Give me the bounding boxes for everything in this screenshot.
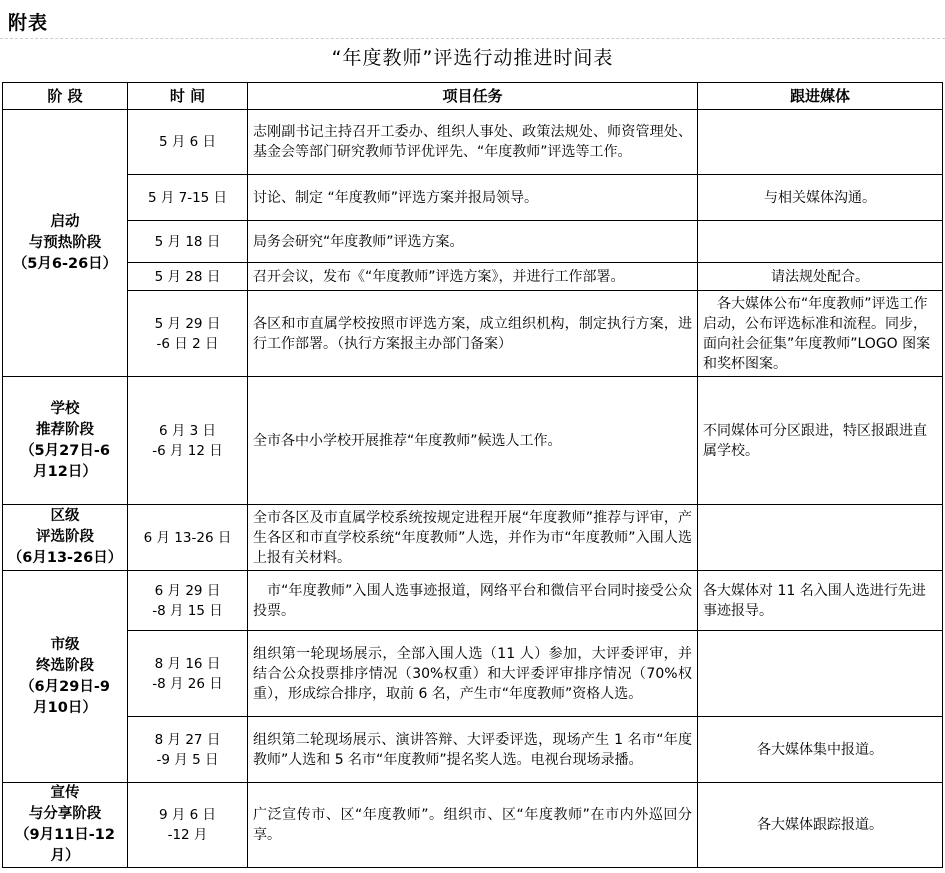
header-time: 时 间	[128, 83, 248, 110]
media-cell: 各大媒体跟踪报道。	[698, 783, 943, 868]
task-cell: 全市各中小学校开展推荐“年度教师”候选人工作。	[248, 377, 698, 505]
table-row	[3, 110, 943, 175]
time-cell: 5 月 28 日	[128, 263, 248, 291]
stage-cell: 宣传 与分享阶段 （9月11日-12 月）	[3, 783, 128, 868]
task-cell: 召开会议，发布《“年度教师”评选方案》，并进行工作部署。	[248, 263, 698, 291]
table-row	[3, 221, 943, 263]
stage-cell: 启动 与预热阶段 （5月6-26日）	[3, 110, 128, 377]
table-row	[3, 291, 943, 377]
table-title: “年度教师”评选行动推进时间表	[331, 47, 614, 69]
header-task: 项目任务	[248, 83, 698, 110]
media-cell	[698, 221, 943, 263]
table-row	[3, 631, 943, 717]
task-cell: 组织第二轮现场展示、演讲答辩、大评委评选，现场产生 1 名市“年度教师”人选和 5 名市“年度教师”提名奖人选。电视台现场录播。	[248, 717, 698, 783]
table-row	[3, 263, 943, 291]
media-cell	[698, 631, 943, 717]
table-header-row	[3, 83, 943, 110]
time-cell: 6 月 29 日 -8 月 15 日	[128, 571, 248, 631]
time-cell: 5 月 18 日	[128, 221, 248, 263]
time-cell: 5 月 7-15 日	[128, 175, 248, 221]
task-cell: 市“年度教师”入围人选事迹报道，网络平台和微信平台同时接受公众投票。	[248, 571, 698, 631]
media-cell: 各大媒体公布“年度教师”评选工作启动，公布评选标准和流程。同步，面向社会征集”年度教师”LOGO 图案和奖杯图案。	[698, 291, 943, 377]
time-cell: 6 月 13-26 日	[128, 505, 248, 571]
stage-cell: 区级 评选阶段 （6月13-26日）	[3, 505, 128, 571]
table-row	[3, 377, 943, 505]
task-cell: 各区和市直属学校按照市评选方案，成立组织机构，制定执行方案，进行工作部署。（执行方案报主办部门备案）	[248, 291, 698, 377]
header-stage: 阶 段	[3, 83, 128, 110]
table-row	[3, 783, 943, 868]
stage-cell: 市级 终选阶段 （6月29日-9 月10日）	[3, 571, 128, 783]
media-cell: 请法规处配合。	[698, 263, 943, 291]
time-cell: 8 月 27 日 -9 月 5 日	[128, 717, 248, 783]
time-cell: 8 月 16 日 -8 月 26 日	[128, 631, 248, 717]
time-cell: 5 月 6 日	[128, 110, 248, 175]
task-cell: 广泛宣传市、区“年度教师”。组织市、区“年度教师”在市内外巡回分享。	[248, 783, 698, 868]
time-cell: 6 月 3 日 -6 月 12 日	[128, 377, 248, 505]
table-row	[3, 175, 943, 221]
time-cell: 5 月 29 日 -6 日 2 日	[128, 291, 248, 377]
media-cell: 各大媒体集中报道。	[698, 717, 943, 783]
task-cell: 全市各区及市直属学校系统按规定进程开展“年度教师”推荐与评审，产生各区和市直学校系统“年度教师”人选，并作为市“年度教师”入围人选上报有关材料。	[248, 505, 698, 571]
table-row	[3, 571, 943, 631]
media-cell: 与相关媒体沟通。	[698, 175, 943, 221]
media-cell: 各大媒体对 11 名入围人选进行先进事迹报导。	[698, 571, 943, 631]
table-row	[3, 717, 943, 783]
document-label: 附表	[8, 12, 49, 34]
header-media: 跟进媒体	[698, 83, 943, 110]
header-divider	[0, 38, 945, 39]
task-cell: 讨论、制定 “年度教师”评选方案并报局领导。	[248, 175, 698, 221]
task-cell: 局务会研究“年度教师”评选方案。	[248, 221, 698, 263]
time-cell: 9 月 6 日 -12 月	[128, 783, 248, 868]
task-cell: 组织第一轮现场展示，全部入围人选（11 人）参加，大评委评审，并结合公众投票排序情况（30%权重）和大评委评审排序情况（70%权重），形成综合排序，取前 6 名，产生市“年度教师”资格人选。	[248, 631, 698, 717]
stage-cell: 学校 推荐阶段 （5月27日-6 月12日）	[3, 377, 128, 505]
table-row	[3, 505, 943, 571]
schedule-table	[2, 82, 943, 868]
task-cell: 志刚副书记主持召开工委办、组织人事处、政策法规处、师资管理处、基金会等部门研究教师节评优评先、“年度教师”评选等工作。	[248, 110, 698, 175]
media-cell	[698, 110, 943, 175]
media-cell: 不同媒体可分区跟进，特区报跟进直属学校。	[698, 377, 943, 505]
media-cell	[698, 505, 943, 571]
